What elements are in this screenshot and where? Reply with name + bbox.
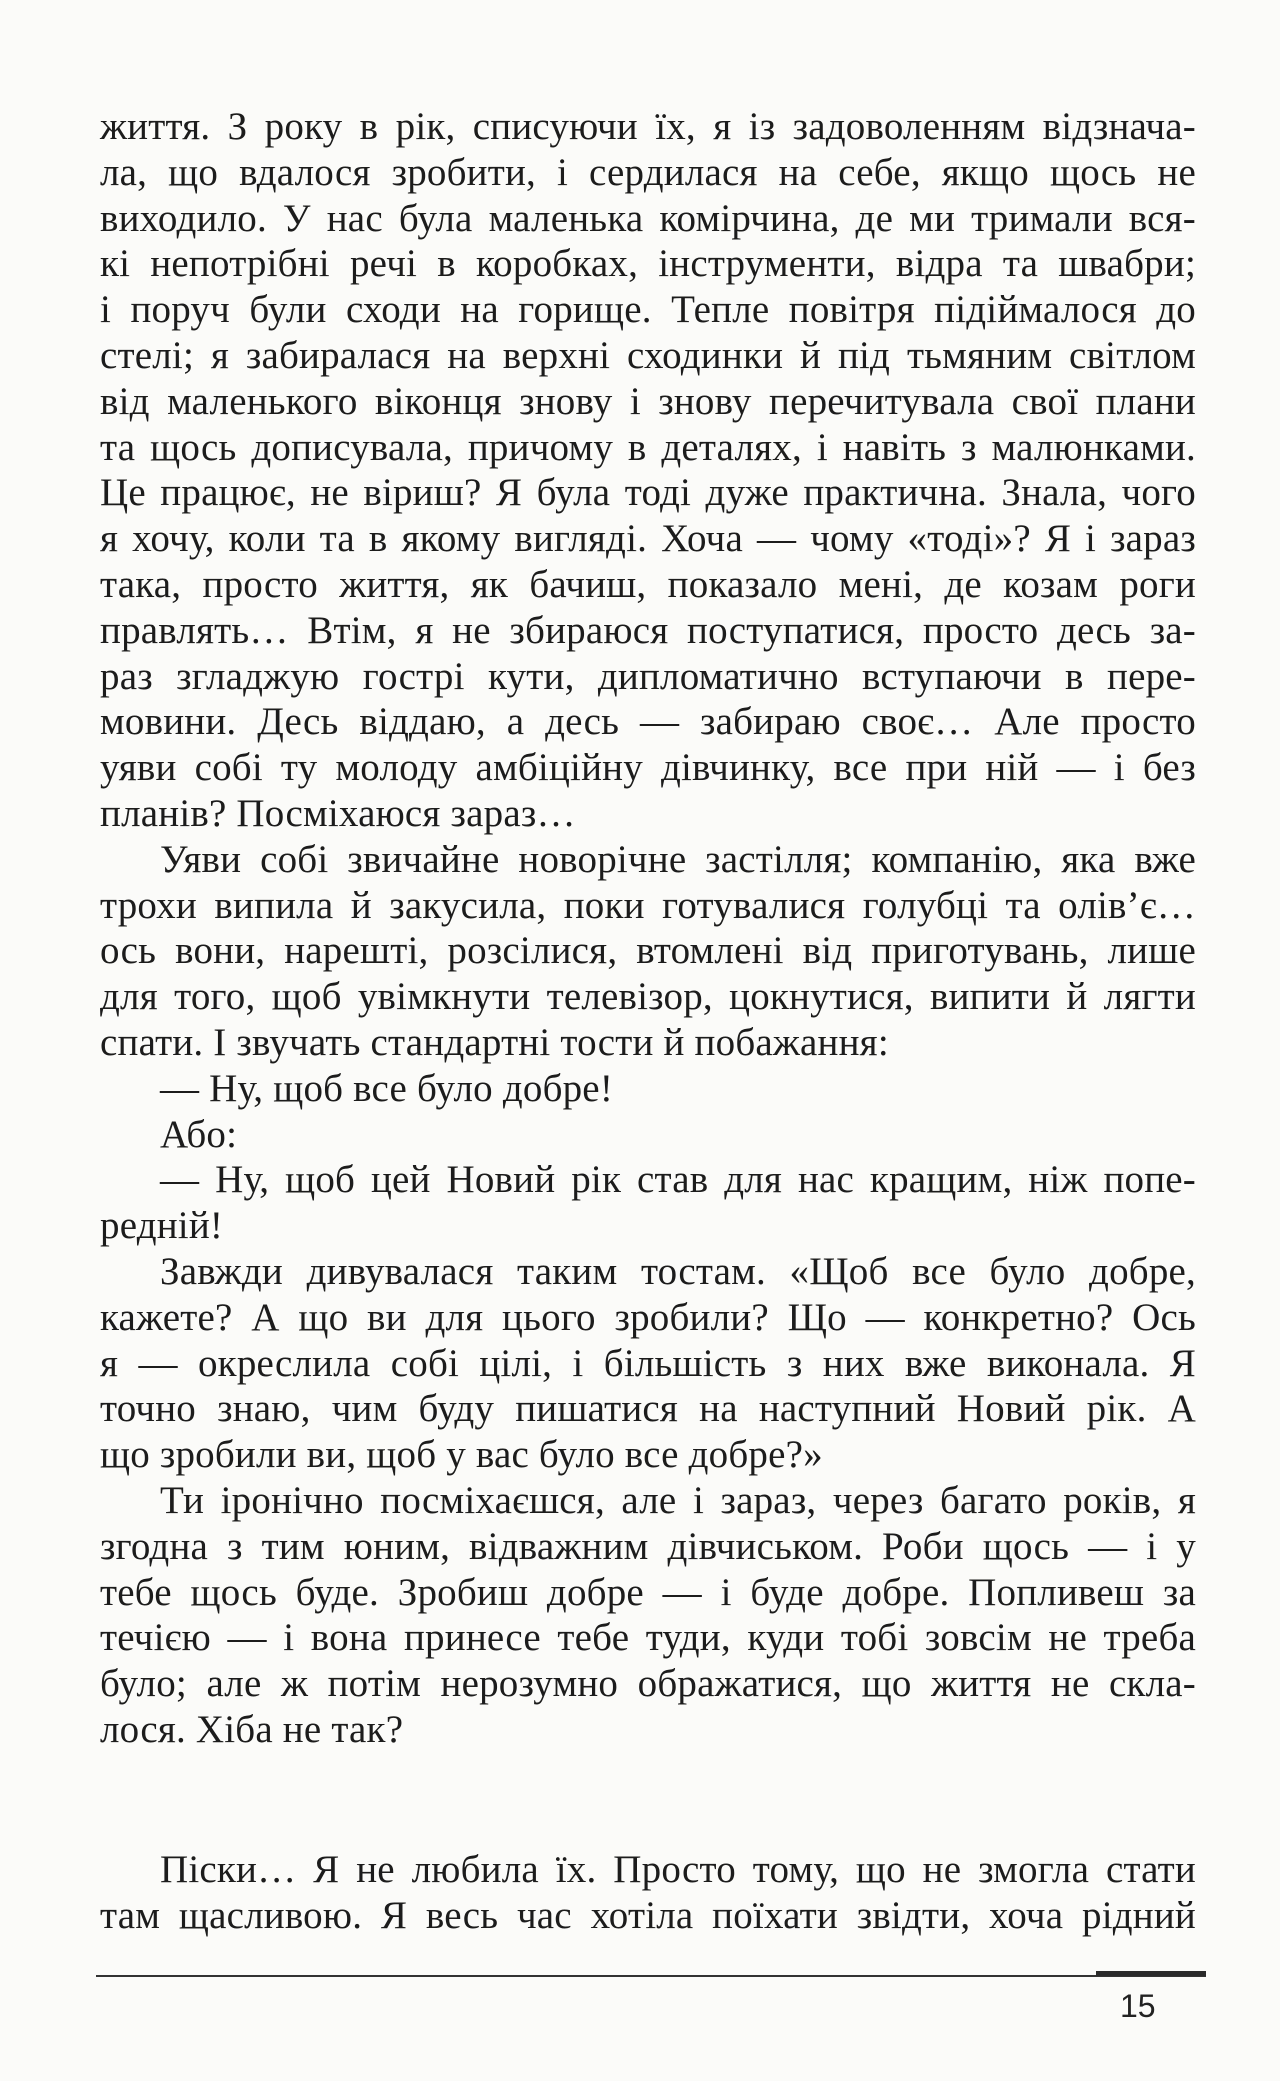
text-line: раз згладжую гострі кути, дипломатично вступаючи в пере- — [100, 654, 1196, 698]
text-line: що зробили ви, щоб у вас було все добре?» — [100, 1433, 823, 1477]
text-line: Завжди дивувалася таким тостам. «Щоб все було добре, — [160, 1249, 1196, 1293]
text-line: Ти іронічно посміхаєшся, але і зараз, через багато років, я — [160, 1478, 1196, 1522]
text-line: життя. З року в рік, списуючи їх, я із задоволенням відзнача- — [100, 105, 1196, 148]
text-line: уяви собі ту молоду амбіційну дівчинку, все при ній — і без — [100, 746, 1196, 790]
text-line: я хочу, коли та в якому вигляді. Хоча — чому «тоді»? Я і зараз — [100, 517, 1196, 561]
text-line: для того, щоб увімкнути телевізор, цокнутися, випити й лягти — [100, 975, 1196, 1019]
page-number: 15 — [1120, 1988, 1156, 2024]
section-text-block — [100, 1847, 1196, 1939]
text-line: течією — і вона принесе тебе туди, куди тобі зовсім не треба — [100, 1616, 1196, 1660]
text-line: ось вони, нарешті, розсілися, втомлені від приготувань, лише — [100, 929, 1196, 973]
text-line: стелі; я забиралася на верхні сходинки й під тьмяним світлом — [100, 333, 1196, 377]
text-line: згодна з тим юним, відважним дівчиськом. Роби щось — і у — [100, 1524, 1196, 1568]
text-line: правлять… Втім, я не збираюся поступатися, просто десь за- — [100, 608, 1196, 652]
text-line: — Ну, щоб все було добре! — [160, 1066, 614, 1110]
text-line: я — окреслила собі цілі, і більшість з них вже виконала. Я — [100, 1341, 1196, 1385]
text-line: та щось дописувала, причому в деталях, і навіть з малюнками. — [100, 425, 1196, 469]
text-line: спати. І звучать стандартні тости й побажання: — [100, 1020, 889, 1064]
footer-rule — [96, 1975, 1206, 1977]
text-line: виходило. У нас була маленька комірчина, де ми тримали вся- — [100, 196, 1196, 240]
text-line: тебе щось буде. Зробиш добре — і буде добре. Попливеш за — [100, 1570, 1196, 1614]
text-line: Уяви собі звичайне новорічне застілля; компанію, яка вже — [160, 837, 1196, 881]
text-line: така, просто життя, як бачиш, показало мені, де козам роги — [100, 562, 1196, 606]
text-line: Або: — [160, 1112, 238, 1156]
text-line: трохи випила й закусила, поки готувалися голубці та олів’є… — [100, 883, 1196, 927]
text-line: від маленького віконця знову і знову перечитувала свої плани — [100, 379, 1196, 423]
text-line: лося. Хіба не так? — [100, 1707, 404, 1751]
text-line: точно знаю, чим буду пишатися на наступний Новий рік. А — [100, 1387, 1196, 1431]
text-line: планів? Посміхаюся зараз… — [100, 791, 576, 835]
text-line: — Ну, щоб цей Новий рік став для нас кращим, ніж попе- — [160, 1158, 1196, 1202]
text-line: Це працює, не віриш? Я була тоді дуже практична. Знала, чого — [100, 471, 1196, 515]
text-line: було; але ж потім нерозумно ображатися, що життя не скла- — [100, 1662, 1196, 1706]
main-text-block — [100, 104, 1196, 1753]
text-line: і поруч були сходи на горище. Тепле повітря підіймалося до — [100, 288, 1196, 332]
text-line: редній! — [100, 1204, 224, 1248]
text-line: ла, що вдалося зробити, і сердилася на себе, якщо щось не — [100, 150, 1196, 194]
text-line: Піски… Я не любила їх. Просто тому, що не змогла стати — [160, 1848, 1196, 1891]
footer-rule-accent — [1096, 1971, 1206, 1976]
text-line: там щасливою. Я весь час хотіла поїхати звідти, хоча рідний — [100, 1893, 1196, 1937]
text-line: кі непотрібні речі в коробках, інструменти, відра та швабри; — [100, 242, 1196, 286]
text-line: кажете? А що ви для цього зробили? Що — конкретно? Ось — [100, 1295, 1196, 1339]
text-line: мовини. Десь віддаю, а десь — забираю своє… Але просто — [100, 700, 1196, 744]
